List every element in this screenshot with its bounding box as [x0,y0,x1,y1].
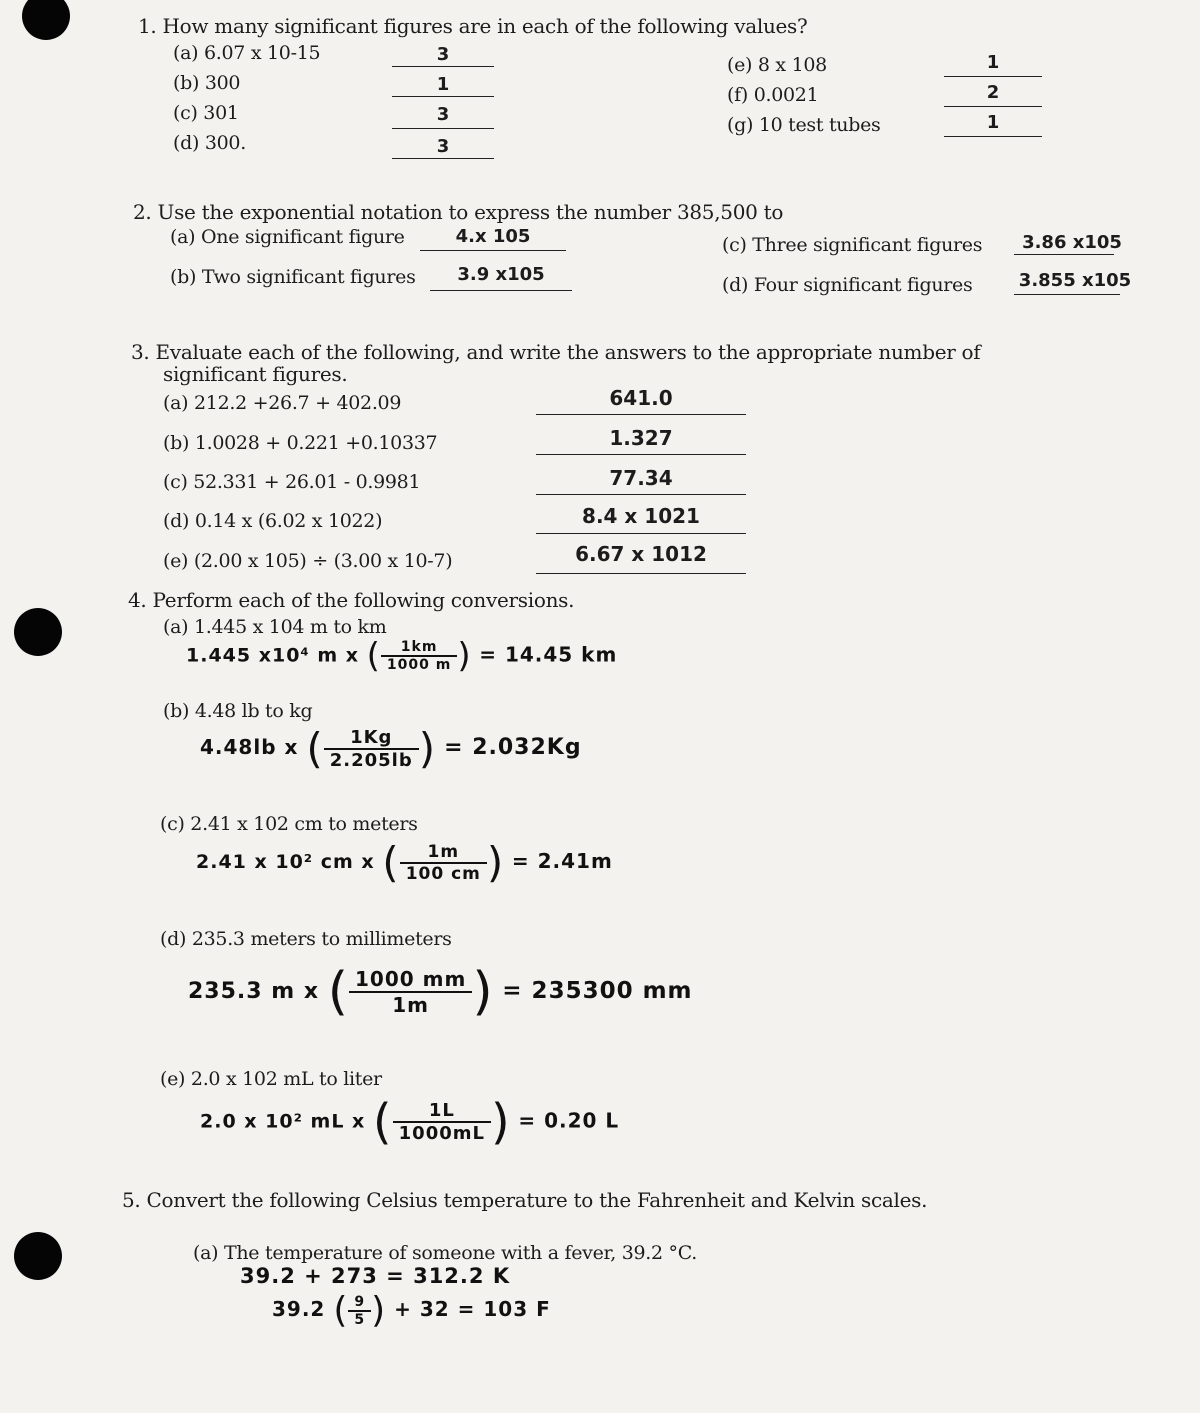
q4e-close-paren: ) [490,1094,511,1150]
q1-item-e-label: (e) 8 x 108 [727,54,827,76]
q3-item-b-blank [536,454,746,455]
q3-item-d-answer: 8.4 x 1021 [582,504,700,528]
q1-item-c-answer: 3 [436,104,450,125]
q4c-denominator: 100 cm [405,863,481,884]
punch-hole-middle [14,608,62,656]
q4b-close-paren: ) [418,724,437,773]
q3-item-b-answer: 1.327 [609,426,673,450]
q1-item-a-label: (a) 6.07 x 10-15 [173,42,321,64]
q1-item-d-answer: 3 [436,136,450,157]
q3-item-a-label: (a) 212.2 +26.7 + 402.09 [163,392,402,414]
q4c-result: = 2.41m [511,849,613,873]
q3-item-d-label: (d) 0.14 x (6.02 x 1022) [163,510,383,532]
q2-item-b-label: (b) Two significant figures [170,266,416,288]
q4c-open-paren: ( [382,838,400,887]
q4-question: 4. Perform each of the following conversions. [128,588,575,612]
q5a-fraction [348,1294,371,1328]
q3-question-line1: 3. Evaluate each of the following, and write the answers to the appropriate number of [131,340,981,364]
q4d-close-paren: ) [472,962,494,1022]
q2-item-a-label: (a) One significant figure [170,226,405,248]
q4e-result: = 0.20 L [518,1108,620,1133]
punch-hole-top [22,0,70,40]
q4a-result: = 14.45 km [479,642,618,667]
q4e-denominator: 1000mL [398,1123,485,1144]
q2-item-a-answer: 4.x 105 [455,226,531,247]
q4c-work [196,838,613,887]
q1-item-d-blank [392,158,494,159]
q5a-kelvin-work: 39.2 + 273 = 312.2 K [240,1264,511,1288]
q4b-numerator: 1Kg [324,727,419,750]
q4d-open-paren: ( [327,962,349,1022]
q1-item-b-label: (b) 300 [173,72,241,94]
q5a-label: (a) The temperature of someone with a fever, 39.2 °C. [193,1242,698,1264]
q4a-open-paren: ( [366,636,381,676]
q4a-numerator: 1km [381,639,457,657]
q1-item-c-blank [392,128,494,129]
q1-item-a-blank [392,66,494,67]
q2-item-b-blank [430,290,572,291]
q1-item-g-answer: 1 [986,112,1000,133]
q1-item-g-blank [944,136,1042,137]
q2-item-a-blank [420,250,566,251]
q3-question-line2: significant figures. [163,362,348,386]
q1-item-f-blank [944,106,1042,107]
q4b-open-paren: ( [306,724,324,773]
q1-item-b-answer: 1 [436,74,450,95]
q1-item-d-label: (d) 300. [173,132,246,154]
q4a-label: (a) 1.445 x 104 m to km [163,616,387,638]
q2-item-c-answer: 3.86 x105 [1022,232,1122,253]
q5a-denominator: 5 [354,1311,366,1328]
q4d-denominator: 1m [392,993,430,1017]
q4b-fraction [324,727,419,771]
q4e-numerator: 1L [393,1100,491,1123]
q4d-label: (d) 235.3 meters to millimeters [160,928,452,950]
q5a-celsius-value: 39.2 [272,1297,326,1321]
q4b-lhs: 4.48lb x [200,735,299,759]
q4b-denominator: 2.205lb [329,749,413,771]
q4a-close-paren: ) [457,636,472,676]
q3-item-c-label: (c) 52.331 + 26.01 - 0.9981 [163,471,421,493]
q5-question: 5. Convert the following Celsius temperature to the Fahrenheit and Kelvin scales. [122,1188,928,1212]
q1-item-c-label: (c) 301 [173,102,239,124]
q4e-lhs: 2.0 x 10² mL x [200,1110,366,1133]
q2-item-c-label: (c) Three significant figures [722,234,983,256]
q4c-numerator: 1m [400,842,487,864]
q1-item-e-blank [944,76,1042,77]
q4c-fraction [400,842,487,884]
q4a-fraction [381,639,457,673]
q4b-label: (b) 4.48 lb to kg [163,700,313,722]
q3-item-a-answer: 641.0 [609,386,673,410]
q5a-numerator: 9 [348,1294,371,1312]
q4c-close-paren: ) [486,838,505,887]
q4d-work [188,962,693,1022]
q3-item-b-label: (b) 1.0028 + 0.221 +0.10337 [163,432,438,454]
q1-item-f-answer: 2 [986,82,1000,103]
q4c-lhs: 2.41 x 10² cm x [196,851,375,873]
q3-item-c-answer: 77.34 [609,466,673,490]
q2-item-b-answer: 3.9 x105 [457,264,545,285]
q1-item-f-label: (f) 0.0021 [727,84,819,106]
q5a-close-paren: ) [371,1290,387,1331]
q4a-work [186,636,617,676]
q4d-lhs: 235.3 m x [188,979,320,1004]
q4a-denominator: 1000 m [386,657,452,673]
q5a-open-paren: ( [333,1290,349,1331]
q1-item-g-label: (g) 10 test tubes [727,114,881,136]
q5a-fahrenheit-work [272,1290,551,1331]
q1-item-a-answer: 3 [436,44,450,65]
q3-item-e-answer: 6.67 x 1012 [575,542,707,566]
q3-item-e-label: (e) (2.00 x 105) ÷ (3.00 x 10-7) [163,550,453,572]
q2-item-d-blank [1014,294,1120,295]
q2-item-d-label: (d) Four significant figures [722,274,973,296]
q4e-fraction [393,1100,491,1144]
q2-item-d-answer: 3.855 x105 [1018,270,1132,291]
q3-item-e-blank [536,573,746,574]
q4a-lhs: 1.445 x10⁴ m x [186,644,360,667]
q4c-label: (c) 2.41 x 102 cm to meters [160,813,418,835]
q1-question: 1. How many significant figures are in each of the following values? [138,14,808,38]
q5a-result: + 32 = 103 F [394,1297,551,1321]
q4e-work [200,1094,619,1150]
punch-hole-bottom [14,1232,62,1280]
q4d-fraction [349,967,472,1017]
q3-item-c-blank [536,494,746,495]
q2-item-c-blank [1014,254,1114,255]
q1-item-b-blank [392,96,494,97]
q2-question: 2. Use the exponential notation to express the number 385,500 to [133,200,784,224]
q3-item-a-blank [536,414,746,415]
q4b-result: = 2.032Kg [444,735,582,760]
q4b-work [200,724,582,773]
q1-item-e-answer: 1 [986,52,1000,73]
q4d-result: = 235300 mm [502,978,693,1004]
q4e-label: (e) 2.0 x 102 mL to liter [160,1068,382,1090]
q4e-open-paren: ( [372,1094,393,1150]
q4d-numerator: 1000 mm [349,967,472,993]
q3-item-d-blank [536,533,746,534]
